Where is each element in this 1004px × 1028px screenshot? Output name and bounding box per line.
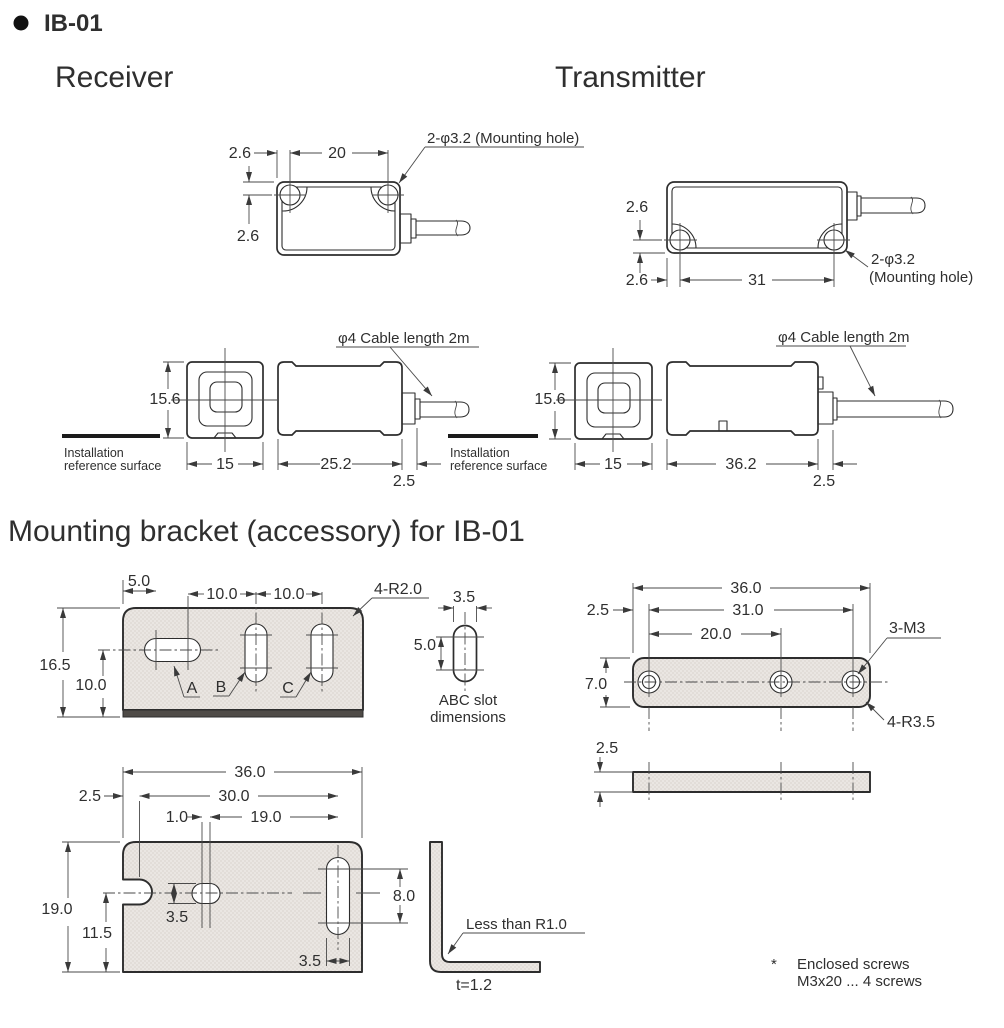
dim-label: 15.6 (534, 391, 566, 408)
dim-label: 2.5 (812, 473, 836, 490)
bracket-top-view (39, 573, 429, 717)
bracket-bottom-view (41, 764, 415, 972)
dim-label: 20 (328, 145, 346, 162)
transmitter-heading: Transmitter (555, 61, 706, 94)
slot-c (311, 624, 333, 682)
bracket-front-view (585, 580, 941, 731)
receiver-heading: Receiver (55, 61, 174, 94)
slot-detail-caption: ABC slot (438, 692, 498, 709)
bracket-strip (633, 658, 870, 707)
dim-label: 3.5 (452, 589, 476, 606)
bullet-icon (14, 16, 29, 31)
dim-label: 36.0 (234, 764, 266, 781)
transmitter-side-views (448, 329, 953, 490)
dim-label: 15 (216, 456, 234, 473)
dim-label: 5.0 (413, 637, 436, 654)
transmitter-side-dimensions (534, 329, 909, 490)
surface-label: reference surface (450, 459, 548, 473)
surface-label: reference surface (64, 459, 162, 473)
dim-label: 2.5 (595, 740, 619, 757)
dim-label: 8.0 (392, 888, 416, 905)
transmitter-side-body (667, 362, 818, 435)
note-line: Enclosed screws (797, 956, 910, 973)
surface-label: Installation (64, 446, 124, 460)
slot-b-label: B (215, 679, 227, 696)
bracket-strip-edge (633, 772, 870, 792)
dim-label: 2.5 (392, 473, 416, 490)
mounting-hole-label: 2-φ3.2 (871, 251, 915, 268)
cable-label: φ4 Cable length 2m (338, 330, 470, 347)
dim-label: 15 (604, 456, 622, 473)
dim-label: 25.2 (320, 456, 352, 473)
dim-label: 2.6 (228, 145, 251, 162)
dim-label: 11.5 (82, 925, 112, 942)
bracket-heading: Mounting bracket (accessory) for IB-01 (8, 515, 525, 548)
offset-hole (192, 884, 220, 904)
page-header (14, 10, 706, 94)
abc-slot-detail (414, 589, 506, 726)
receiver-side-body (278, 362, 402, 435)
dim-label: 20.0 (700, 626, 732, 643)
dim-label: 2.6 (236, 228, 260, 245)
dim-label: 5.0 (127, 573, 151, 590)
dim-label: 15.6 (149, 391, 181, 408)
dim-label: 2.6 (625, 199, 649, 216)
receiver-top-view (229, 130, 584, 255)
dim-label: 19.0 (41, 901, 73, 918)
dim-label: 10.0 (206, 586, 238, 603)
mounting-hole-label: (Mounting hole) (869, 269, 974, 286)
surface-label: Installation (450, 446, 510, 460)
slot-c-label: C (282, 680, 294, 697)
thread-label: 3-M3 (889, 620, 926, 637)
slot-detail-caption: dimensions (430, 709, 506, 726)
dim-label: 10.0 (273, 586, 305, 603)
corner-radius-label: 4-R2.0 (374, 581, 423, 598)
note-asterisk: * (771, 956, 777, 973)
bracket-thickness-view (594, 740, 870, 807)
cable-label: φ4 Cable length 2m (778, 329, 910, 346)
slot-b (245, 624, 267, 682)
slot-a (145, 639, 201, 662)
transmitter-body-outline (667, 182, 847, 253)
bracket-front-dimensions (585, 580, 941, 731)
bend-profile-shape (430, 842, 540, 972)
installation-surface-line (62, 434, 160, 438)
bend-radius-label: Less than R1.0 (466, 916, 567, 933)
dim-label: 2.5 (586, 602, 609, 619)
dim-label: 16.5 (39, 657, 71, 674)
dim-label: 2.5 (78, 788, 101, 805)
transmitter-cable-exit (847, 192, 925, 220)
dim-label: 19.0 (250, 809, 282, 826)
dim-label: 3.5 (165, 909, 189, 926)
dim-label: 2.6 (625, 272, 648, 289)
dim-label: 3.5 (298, 953, 321, 970)
transmitter-top-view (626, 182, 973, 289)
installation-surface-line (448, 434, 538, 438)
dim-label: 10.0 (75, 677, 107, 694)
transmitter-side-cable (818, 392, 953, 424)
page-title: IB-01 (44, 10, 103, 37)
dim-label: 36.0 (730, 580, 762, 597)
bend-profile-view (430, 842, 585, 994)
slot-a-label: A (186, 680, 198, 697)
mounting-hole-label: 2-φ3.2 (Mounting hole) (427, 130, 580, 147)
enclosed-screws-note (771, 956, 922, 990)
receiver-side-views (62, 330, 479, 490)
bracket-bend-edge (123, 710, 363, 717)
receiver-side-cable (402, 393, 469, 424)
dim-label: 1.0 (165, 809, 188, 826)
dim-label: 31 (748, 272, 766, 289)
dim-label: 30.0 (218, 788, 250, 805)
index-tab (719, 421, 727, 431)
dim-label: 31.0 (732, 602, 764, 619)
receiver-cable-exit (400, 214, 470, 243)
thickness-label: t=1.2 (455, 977, 493, 994)
dim-label: 7.0 (584, 676, 608, 693)
note-line: M3x20 ... 4 screws (797, 973, 923, 990)
dim-label: 36.2 (725, 456, 757, 473)
corner-radius-label: 4-R3.5 (887, 714, 936, 731)
